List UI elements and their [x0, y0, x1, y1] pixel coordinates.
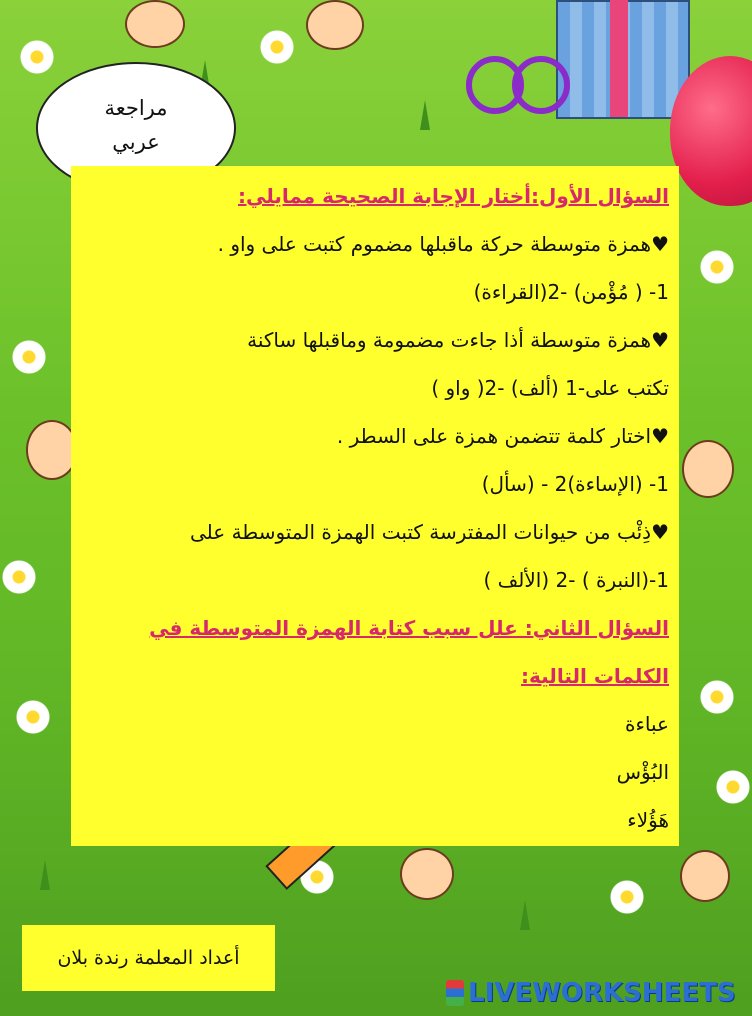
line-text: هَؤُلاء [627, 808, 669, 832]
line-text: السؤال الثاني: علل سبب كتابة الهمزة المتوسطة في [149, 616, 669, 640]
line-text: اختار كلمة تتضمن همزة على السطر . [336, 424, 652, 448]
grass-blade [40, 860, 50, 890]
heart-icon: ♥ [651, 328, 669, 352]
flower-icon [20, 40, 54, 74]
bicycle-wheel [466, 56, 524, 114]
balloon-illustration [670, 56, 752, 206]
line-text: 1- ( مُؤْمن) -2(القراءة) [473, 280, 669, 304]
question-item [81, 220, 669, 268]
heart-icon: ♥ [651, 520, 669, 544]
question-title [81, 604, 669, 652]
line-text: السؤال الأول:أختار الإجابة الصحيحة ممايلي: [237, 184, 669, 208]
line-text: 1- (الإساءة)2 - (سأل) [481, 472, 669, 496]
child-illustration [306, 0, 364, 50]
question-title [81, 652, 669, 700]
flower-icon [300, 860, 334, 894]
child-illustration [400, 848, 454, 900]
worksheet-lines [81, 172, 669, 844]
flower-icon [716, 770, 750, 804]
bicycle-wheel [512, 56, 570, 114]
gift-box-illustration [556, 0, 690, 119]
liveworksheets-brand[interactable] [446, 976, 746, 1010]
flower-icon [610, 880, 644, 914]
line-text: تكتب على-1 (ألف) -2( واو ) [431, 376, 669, 400]
liveworksheets-logo-icon [446, 980, 464, 1006]
line-text: عباءة [625, 712, 669, 736]
answer-line [81, 460, 669, 508]
question-item [81, 508, 669, 556]
heart-icon: ♥ [651, 424, 669, 448]
grass-blade [420, 100, 430, 130]
teacher-credit: أعداد المعلمة رندة بلان [22, 925, 275, 991]
bubble-text [38, 92, 234, 159]
answer-line [81, 268, 669, 316]
brand-label: LIVEWORKSHEETS [468, 978, 736, 1008]
line-text: 1-(النبرة ) -2 (الألف ) [483, 568, 669, 592]
child-illustration [682, 440, 734, 498]
flower-icon [700, 680, 734, 714]
bubble-line-2: عربي [112, 129, 160, 154]
child-illustration [680, 850, 730, 902]
worksheet-panel [71, 166, 679, 846]
line-text: الكلمات التالية: [521, 664, 669, 688]
flower-icon [260, 30, 294, 64]
line-text: ذِئْب من حيوانات المفترسة كتبت الهمزة المتوسطة على [189, 520, 652, 544]
bubble-line-1: مراجعة [104, 96, 168, 120]
answer-line [81, 364, 669, 412]
answer-line [81, 700, 669, 748]
line-text: البُؤْس [616, 760, 669, 784]
line-text: همزة متوسطة حركة ماقبلها مضموم كتبت على واو . [217, 232, 652, 256]
question-item [81, 316, 669, 364]
gift-ribbon [610, 0, 628, 117]
heart-icon: ♥ [651, 232, 669, 256]
flower-icon [16, 700, 50, 734]
question-title [81, 172, 669, 220]
flower-icon [12, 340, 46, 374]
grass-blade [520, 900, 530, 930]
flower-icon [2, 560, 36, 594]
answer-line [81, 796, 669, 844]
question-item [81, 412, 669, 460]
line-text: همزة متوسطة أذا جاءت مضمومة وماقبلها ساكنة [247, 328, 652, 352]
answer-line [81, 556, 669, 604]
child-illustration [125, 0, 185, 48]
flower-icon [700, 250, 734, 284]
answer-line [81, 748, 669, 796]
